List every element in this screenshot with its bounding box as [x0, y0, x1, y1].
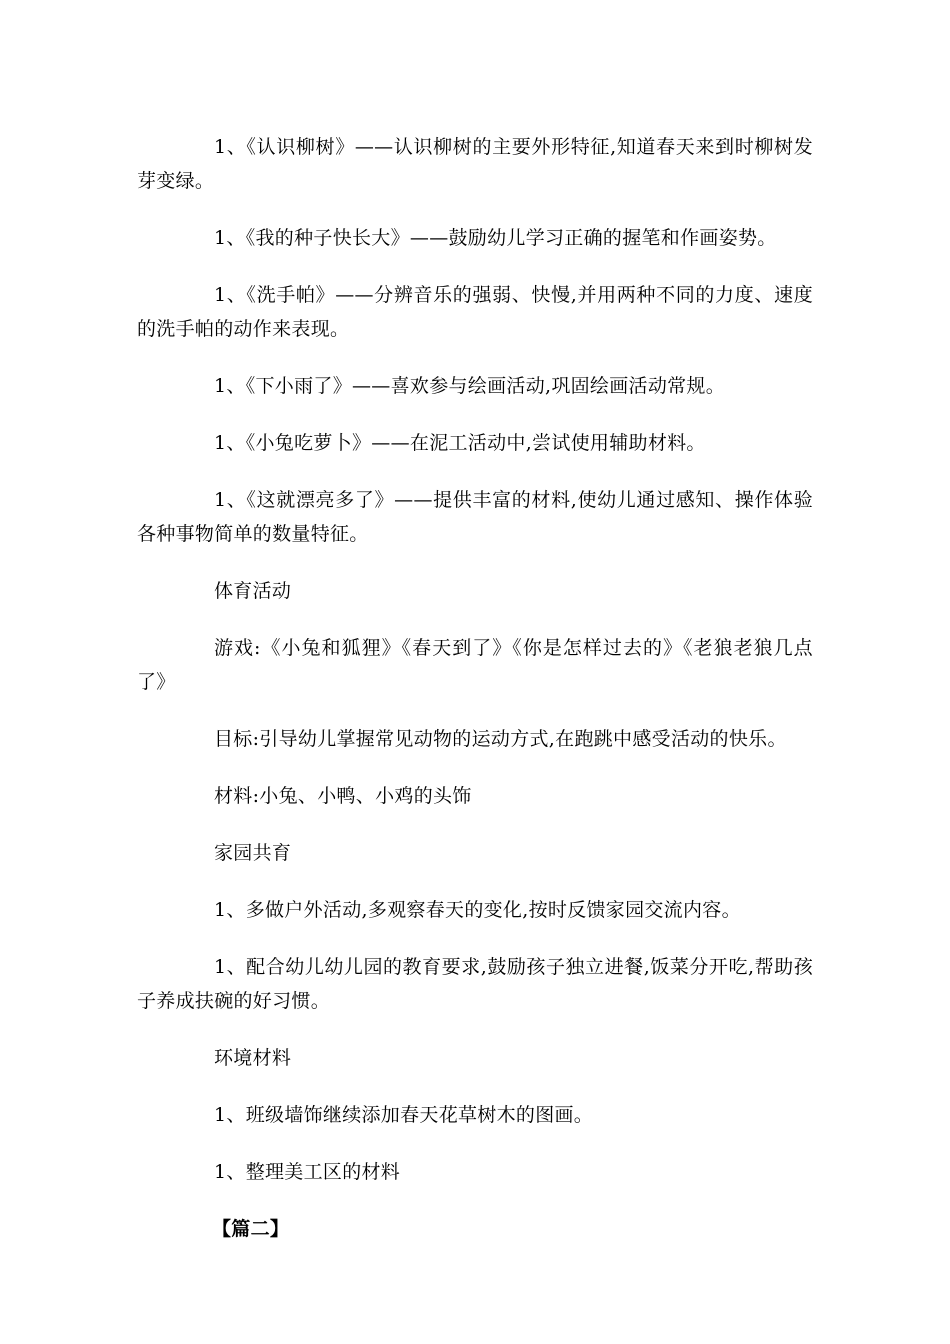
section-heading-part-two: 【篇二】 — [212, 1218, 290, 1240]
paragraph-goal: 目标:引导幼儿掌握常见动物的运动方式,在跑跳中感受活动的快乐。 — [214, 728, 787, 750]
section-title-environment: 环境材料 — [214, 1047, 292, 1069]
paragraph-seeds: 1、《我的种子快长大》——鼓励幼儿学习正确的握笔和作画姿势。 — [214, 227, 777, 249]
paragraph-rain: 1、《下小雨了》——喜欢参与绘画活动,巩固绘画活动常规。 — [214, 375, 726, 397]
paragraph-wall-decor: 1、班级墙饰继续添加春天花草树木的图画。 — [214, 1104, 594, 1126]
paragraph-materials: 材料:小兔、小鸭、小鸡的头饰 — [214, 785, 472, 807]
paragraph-pretty: 1、《这就漂亮多了》——提供丰富的材料,使幼儿通过感知、操作体验各种事物简单的数量特征。 — [137, 489, 813, 545]
paragraph-willow: 1、《认识柳树》——认识柳树的主要外形特征,知道春天来到时柳树发芽变绿。 — [137, 136, 813, 192]
paragraph-handkerchief: 1、《洗手帕》——分辨音乐的强弱、快慢,并用两种不同的力度、速度的洗手帕的动作来表现。 — [137, 284, 813, 340]
paragraph-eating: 1、配合幼儿幼儿园的教育要求,鼓励孩子独立进餐,饭菜分开吃,帮助孩子养成扶碗的好习惯。 — [137, 956, 813, 1012]
section-title-sports: 体育活动 — [214, 580, 292, 602]
paragraph-rabbit-carrot: 1、《小兔吃萝卜》——在泥工活动中,尝试使用辅助材料。 — [214, 432, 706, 454]
paragraph-outdoor: 1、多做户外活动,多观察春天的变化,按时反馈家园交流内容。 — [214, 899, 741, 921]
paragraph-art-area: 1、整理美工区的材料 — [214, 1161, 401, 1183]
paragraph-games: 游戏:《小兔和狐狸》《春天到了》《你是怎样过去的》《老狼老狼几点了》 — [137, 637, 813, 693]
document-page — [137, 130, 813, 1269]
section-title-home-school: 家园共育 — [214, 842, 292, 864]
